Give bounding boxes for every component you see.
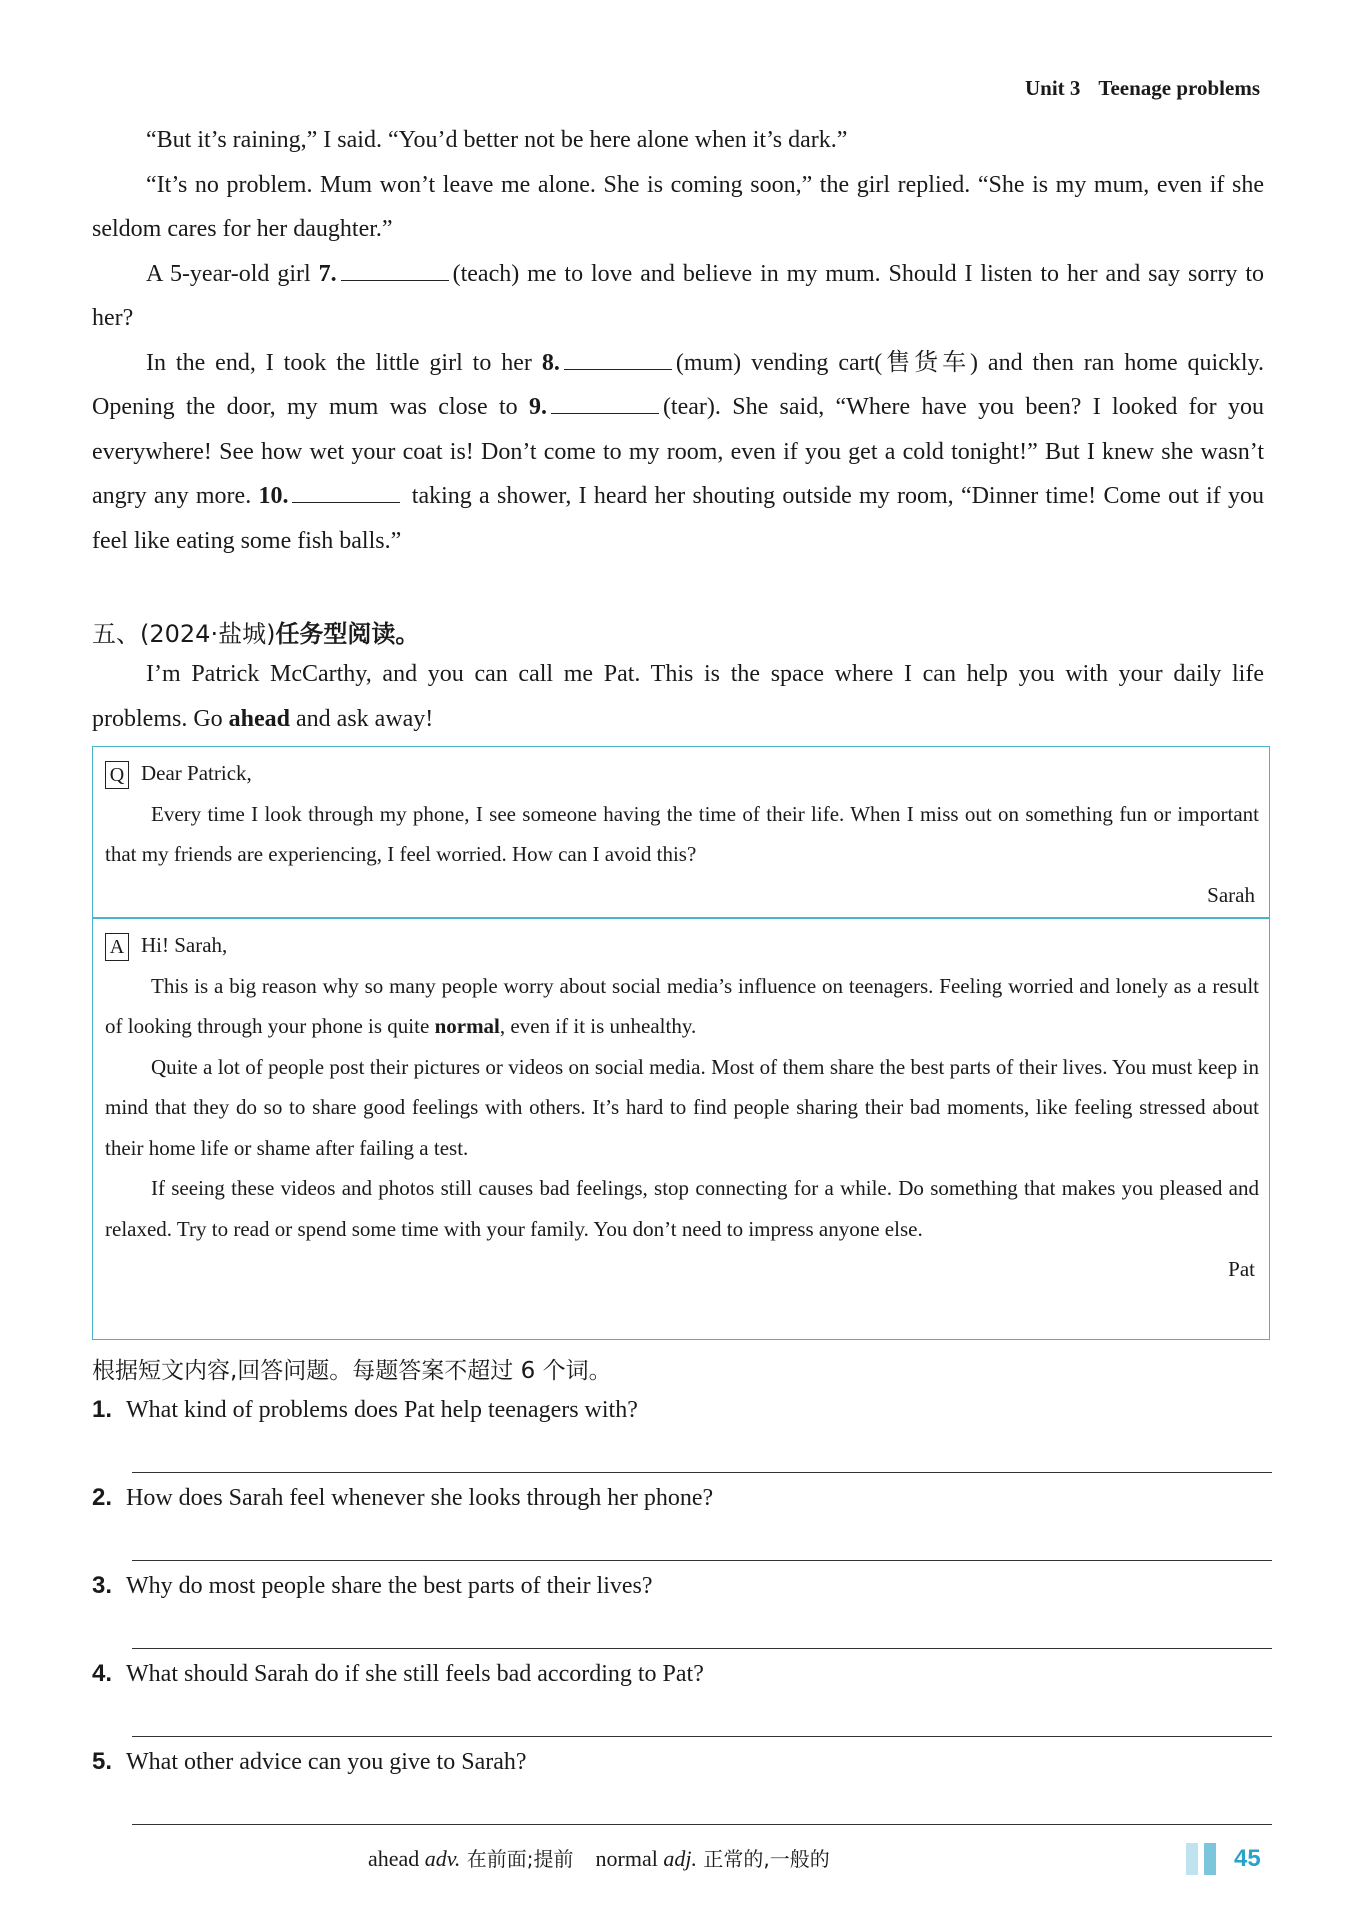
letter-signature: Sarah: [1207, 882, 1255, 907]
answer-line[interactable]: [132, 1560, 1272, 1561]
question-number: 5.: [92, 1748, 113, 1775]
question-item: [92, 1570, 1272, 1658]
question-number: 4.: [92, 1660, 113, 1687]
letter-signature: Pat: [1228, 1257, 1255, 1281]
answer-blank[interactable]: [292, 478, 400, 503]
question-text: What other advice can you give to Sarah?: [126, 1749, 527, 1775]
decorative-bars: [1186, 1843, 1222, 1875]
section-title: 任务型阅读。: [275, 620, 420, 648]
story-paragraph: In the end, I took the little girl to her 8. (mum) vending cart(售货车) and then ran home quickly. Opening the door, my mum was close to 9. (tear). She said, “Where have you been? I looked for you everywhere! See how wet your coat is! Don’t come to my room, even if you get a cold tonight!” But I knew she wasn’t angry any more. 10. taking a shower, I heard her shouting outside my room, “Dinner time! Come out if you feel like eating some fish balls.”: [92, 341, 1264, 564]
answer-blank[interactable]: [564, 345, 672, 370]
question-item: [92, 1482, 1272, 1570]
page-number: 45: [1234, 1845, 1261, 1872]
question-text: Why do most people share the best parts of their lives?: [126, 1573, 653, 1599]
blank-number: 7.: [318, 260, 337, 287]
answer-letter-box: [92, 918, 1270, 1340]
letter-body: Quite a lot of people post their pictures or videos on social media. Most of them share the best parts of their lives. You must keep in mind that they do so to share good feelings with others. It’s hard to find people sharing their bad moments, like feeling stressed about their home life or shame after failing a test.: [105, 1054, 1259, 1160]
page-footer: [0, 1843, 1350, 1877]
story-paragraph: A 5-year-old girl 7. (teach) me to love and believe in my mum. Should I listen to her and say sorry to her?: [92, 252, 1264, 341]
story-paragraph: “But it’s raining,” I said. “You’d better not be here alone when it’s dark.”: [146, 127, 848, 153]
letter-body: If seeing these videos and photos still causes bad feelings, stop connecting for a while. Do something that makes you pleased and relaxed. Try to read or spend some time with your family. You don’t need to impress anyone else.: [105, 1176, 1259, 1241]
letter-body: This is a big reason why so many people worry about social media’s influence on teenagers. Feeling worried and lonely as a result of looking through your phone is quite normal, even if it is unhealthy.: [105, 973, 1259, 1038]
question-number: 3.: [92, 1572, 113, 1599]
intro-paragraph: I’m Patrick McCarthy, and you can call me Pat. This is the space where I can help you with your daily life problems. Go ahead and ask away!: [92, 661, 1264, 732]
running-header: [1025, 76, 1260, 101]
vocab-ahead: ahead: [228, 705, 291, 732]
question-item: [92, 1658, 1272, 1746]
story-paragraph: “It’s no problem. Mum won’t leave me alone. She is coming soon,” the girl replied. “She is my mum, even if she seldom cares for her daughter.”: [92, 171, 1264, 242]
letter-greeting: Hi! Sarah,: [141, 933, 228, 957]
blank-number: 10.: [258, 483, 289, 509]
question-item: [92, 1394, 1272, 1482]
vocab-gloss: ahead adv. 在前面;提前 normal adj. 正常的,一般的: [368, 1846, 830, 1871]
question-text: What should Sarah do if she still feels bad according to Pat?: [126, 1661, 704, 1687]
letter-greeting: Dear Patrick,: [141, 761, 252, 785]
question-text: What kind of problems does Pat help teenagers with?: [126, 1397, 638, 1423]
blank-number: 8.: [541, 349, 560, 376]
section-label: 五、(2024·盐城): [92, 620, 276, 648]
instruction: 根据短文内容,回答问题。每题答案不超过 6 个词。: [92, 1358, 612, 1384]
question-number: 2.: [92, 1484, 113, 1511]
vocab-normal: normal: [434, 1014, 500, 1038]
unit-label: Unit 3: [1024, 76, 1081, 100]
answer-line[interactable]: [132, 1472, 1272, 1473]
question-text: How does Sarah feel whenever she looks through her phone?: [126, 1485, 714, 1511]
section-heading: [92, 614, 419, 649]
a-tag: A: [105, 933, 129, 961]
answer-line[interactable]: [132, 1736, 1272, 1737]
answer-line[interactable]: [132, 1648, 1272, 1649]
q-tag: Q: [105, 761, 129, 789]
question-item: [92, 1746, 1272, 1834]
answer-blank[interactable]: [551, 389, 659, 414]
letter-body: Every time I look through my phone, I see someone having the time of their life. When I miss out on something fun or important that my friends are experiencing, I feel worried. How can I avoid this?: [105, 801, 1259, 866]
question-list: [92, 1394, 1272, 1834]
blank-number: 9.: [528, 394, 547, 420]
answer-blank[interactable]: [341, 256, 449, 281]
question-number: 1.: [92, 1396, 113, 1423]
story-passage: [92, 118, 1264, 563]
unit-title: Teenage problems: [1098, 76, 1260, 100]
question-letter-box: [92, 746, 1270, 918]
answer-line[interactable]: [132, 1824, 1272, 1825]
